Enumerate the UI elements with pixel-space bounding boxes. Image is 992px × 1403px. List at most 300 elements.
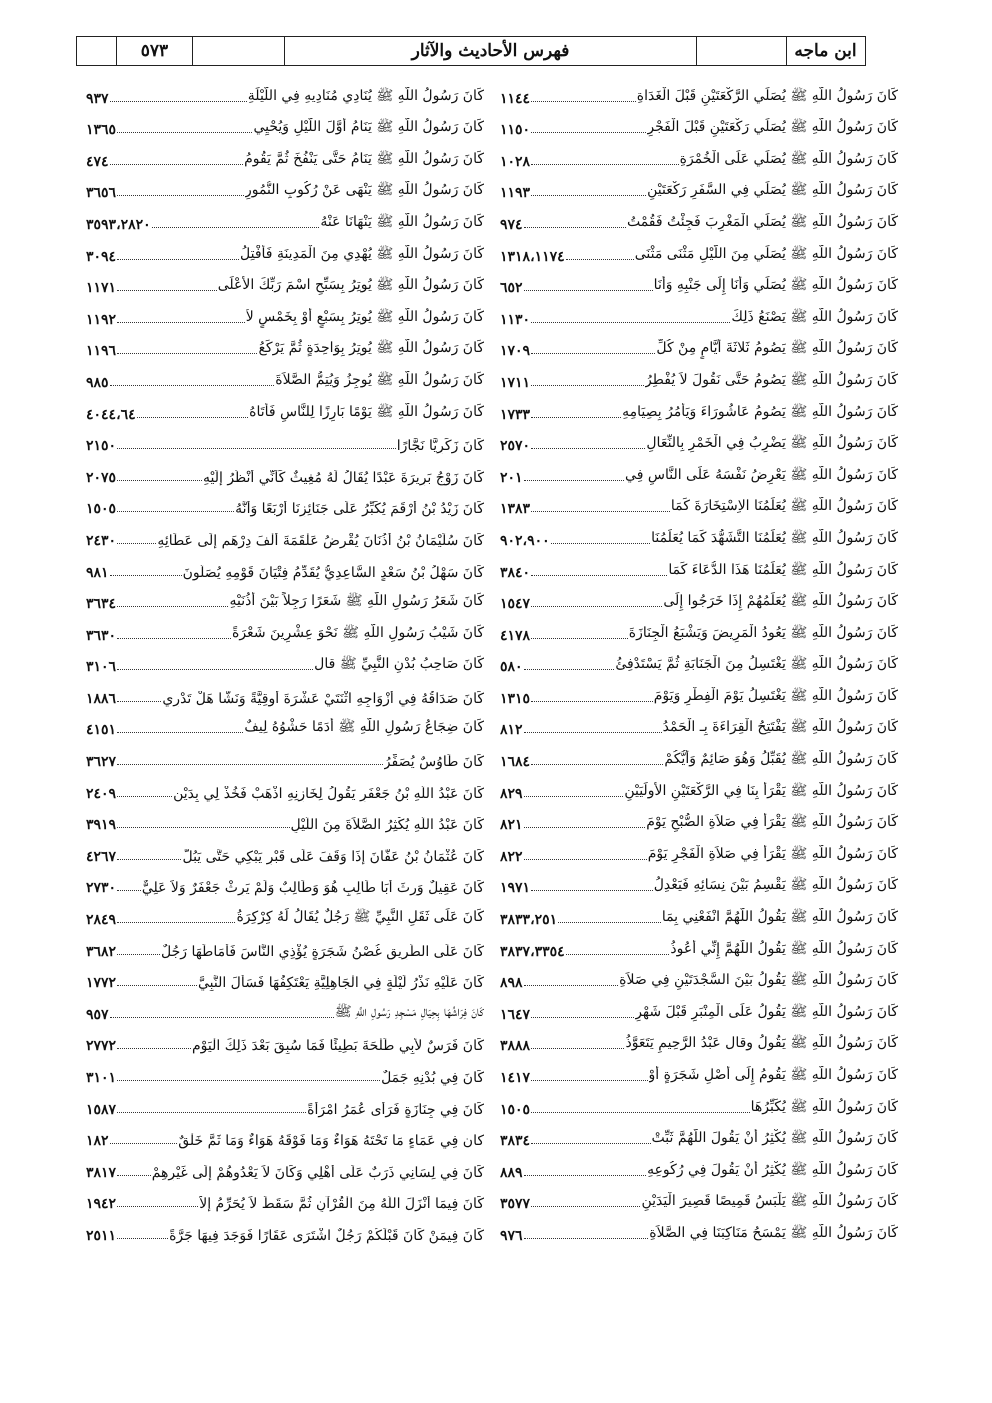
- entry-text: كَانَ عَلَى ثَقَلِ النَّبِيِّ ﷺ رَجُلٌ يُقَالُ لَهُ كِرْكِرَةُ: [236, 909, 484, 926]
- dot-leader: [117, 764, 383, 765]
- entry-text: كَانَ فِي بُدْنِهِ جَمَلٌ: [381, 1070, 484, 1086]
- index-entry: [500, 964, 898, 996]
- entry-reference-numbers: ١٧٣٣: [500, 406, 531, 423]
- book-title: ابن ماجه: [794, 41, 857, 61]
- dot-leader: [117, 448, 396, 449]
- entry-reference-numbers: ٨٢٢: [500, 848, 523, 865]
- entry-text: كَانَ سُلَيْمَانُ بْنُ أُذُنَانَ يُقْرِضُ عَلْقَمَةَ أَلْفَ دِرْهَمٍ إِلَى عَطَائِهِ: [157, 532, 484, 549]
- entry-reference-numbers: ٣٨١٧: [86, 1164, 117, 1181]
- dot-leader: [524, 480, 624, 481]
- entry-text: كَانَ رَسُولُ اللَّهِ ﷺ يَصُومُ حَتَّى نَقُولَ لاَ يُفْطِرُ: [645, 371, 898, 388]
- index-entry: [86, 174, 484, 206]
- index-entry: [86, 1185, 484, 1217]
- entry-text: كَانَ رَسُولُ اللَّهِ ﷺ يَقُولُ عَلَى الْمِنْبَرِ قَبْلَ شَهْرِ: [635, 1003, 898, 1020]
- index-entry: [86, 300, 484, 332]
- index-entry: [500, 427, 898, 459]
- dot-leader: [531, 195, 646, 196]
- entry-text: كَانَ رَسُولُ اللَّهِ ﷺ يُهْدِي مِنَ الْمَدِينَةِ فَأَفْتِلُ: [240, 245, 484, 262]
- dot-leader: [524, 985, 619, 986]
- dot-leader: [117, 638, 231, 639]
- dot-leader: [566, 954, 670, 955]
- header-blank-cell: [77, 37, 117, 65]
- entry-text: كَانَ رَسُولُ اللَّهِ ﷺ يُعَلِّمُنَا التَّشَهُّدَ كَمَا يُعَلِّمُنَا: [651, 529, 898, 546]
- index-entry: [86, 490, 484, 522]
- entry-text: كَانَ عَقِيلٌ وَرِثَ أَبَا طَالِبٍ هُوَ وَطَالِبٌ وَلَمْ يَرِثْ جَعْفَرٌ وَلاَ عَلِيٌّ: [141, 880, 484, 897]
- entry-text: كَانَ فِرَاشُهَا بِحِيَالِ مَسْجِدِ رَسُولِ اللَّهِ ﷺ: [334, 1003, 484, 1020]
- entry-reference-numbers: ١١٧١: [86, 280, 117, 297]
- dot-leader: [117, 1238, 168, 1239]
- index-entry: [500, 521, 898, 553]
- index-entry: [500, 1153, 898, 1185]
- entry-text: كَانَ رَسُولُ اللَّهِ ﷺ يُوتِرُ بِسَبِّحِ اسْمَ رَبِّكَ الأَعْلَى: [217, 277, 484, 294]
- entry-reference-numbers: ٩٨٥: [86, 374, 109, 391]
- index-entry: [500, 142, 898, 174]
- index-entry: [500, 900, 898, 932]
- entry-reference-numbers: ٩٠٢،٩٠٠: [500, 532, 550, 549]
- entry-reference-numbers: ٤١٧٨: [500, 627, 531, 644]
- entry-text: كَانَ رَسُولُ اللَّهِ ﷺ يُكَبِّرُهَا: [750, 1098, 898, 1115]
- entry-reference-numbers: ١٠٢٨: [500, 153, 531, 170]
- entry-text: كَانَ سَهْلُ بْنُ سَعْدٍ السَّاعِدِيُّ يُقَدِّمُ فِتْيَانَ قَوْمِهِ يُصَلُّونَ: [182, 564, 484, 581]
- index-entry: [500, 1122, 898, 1154]
- dot-leader: [110, 101, 247, 102]
- entry-reference-numbers: ١١٤٤: [500, 90, 531, 107]
- entry-text: كَانَ رَسُولُ اللَّهِ ﷺ يُكْثِرُ أَنْ يَقُولَ اللَّهُمَّ ثَبِّتْ: [651, 1130, 898, 1147]
- index-entry: [500, 553, 898, 585]
- index-entry: [500, 679, 898, 711]
- dot-leader: [531, 511, 670, 512]
- entry-reference-numbers: ١١٩٦: [86, 343, 117, 360]
- entry-reference-numbers: ١٥٠٥: [86, 501, 117, 518]
- index-entry: [86, 1058, 484, 1090]
- entry-reference-numbers: ١١٩٢: [86, 311, 117, 328]
- page-number: ٥٧٣: [117, 37, 193, 65]
- dot-leader: [524, 859, 647, 860]
- entry-text: كَانَ رَسُولُ اللَّهِ ﷺ يُصَلِّي رَكْعَتَيْنِ قَبْلَ الْفَجْرِ: [647, 119, 898, 136]
- entry-text: كَانَ زَيْدُ بْنُ أَرْقَمَ يُكَبِّرُ عَلَى جَنَائِزِنَا أَرْبَعًا وَأَنَّهُ: [235, 501, 484, 518]
- entry-reference-numbers: ٨٢٩: [500, 785, 523, 802]
- dot-leader: [531, 385, 644, 386]
- dot-leader: [117, 1112, 306, 1113]
- entry-reference-numbers: ١٨٢: [86, 1133, 109, 1150]
- index-entry: [86, 711, 484, 743]
- entry-reference-numbers: ٨٢١: [500, 817, 523, 834]
- dot-leader: [531, 101, 636, 102]
- entry-text: كَانَ شَعَرُ رَسُولِ اللَّهِ ﷺ شَعَرًا رَجِلاً بَيْنَ أُذُنَيْهِ: [229, 593, 484, 610]
- dot-leader: [531, 1017, 634, 1018]
- entry-text: كَانَ صَدَاقُهُ فِي أَزْوَاجِهِ اثْنَتَيْ عَشْرَةَ أُوقِيَّةً وَنَشًّا هَلْ تَدْرِي: [162, 690, 484, 707]
- entry-reference-numbers: ٤٠٤٤،٦٤: [86, 406, 136, 423]
- entry-reference-numbers: ٣٨٤٠: [500, 564, 531, 581]
- index-entry: [86, 332, 484, 364]
- entry-reference-numbers: ١٣٦٥: [86, 122, 117, 139]
- entry-text: كَانَ رَسُولُ اللَّهِ ﷺ يُصَلِّي الرَّكْعَتَيْنِ قَبْلَ الْغَدَاةِ: [636, 87, 898, 104]
- index-entry: [500, 490, 898, 522]
- dot-leader: [524, 1238, 649, 1239]
- entry-text: كَانَ زَوْجُ بَرِيرَةَ عَبْدًا يُقَالُ لَهُ مُغِيثٌ كَأَنِّي أَنْظُرُ إِلَيْهِ: [202, 469, 484, 486]
- entry-reference-numbers: ٣٩١٩: [86, 817, 117, 834]
- index-entry: [500, 742, 898, 774]
- index-entry: [86, 900, 484, 932]
- entry-reference-numbers: ٢٧٣٠: [86, 880, 117, 897]
- dot-leader: [110, 385, 275, 386]
- dot-leader: [531, 606, 662, 607]
- index-entry: [500, 1216, 898, 1248]
- entry-text: كَانَ رَسُولُ اللَّهِ ﷺ يَقُولُ بَيْنَ السَّجْدَتَيْنِ فِي صَلاَةِ: [619, 972, 898, 989]
- index-entry: [500, 1090, 898, 1122]
- entry-text: كَانَ رَسُولُ اللَّهِ ﷺ يُقَبِّلُ وَهُوَ صَائِمٌ وَأَيُّكُمْ: [664, 751, 898, 768]
- entry-text: كَانَ رَسُولُ اللَّهِ ﷺ يَضْرِبُ فِي الْخَمْرِ بِالنِّعَالِ: [646, 435, 898, 452]
- dot-leader: [551, 543, 650, 544]
- index-entry: [86, 395, 484, 427]
- entry-reference-numbers: ٣٨٣٧،٣٣٥٤: [500, 943, 565, 960]
- entry-text: كان فِي عَمَاءٍ مَا تَحْتَهُ هَوَاءٌ وَمَا فَوْقَهُ هَوَاءٌ وَمَا ثَمَّ خَلْقٌ: [178, 1133, 484, 1150]
- dot-leader: [531, 1143, 650, 1144]
- entry-text: كَانَ ضِجَاعُ رَسُولِ اللَّهِ ﷺ أَدَمًا حَشْوُهُ لِيفٌ: [244, 719, 484, 736]
- entry-text: كَانَ فِيمَنْ كَانَ قَبْلَكُمْ رَجُلٌ اشْتَرَى عَقَارًا فَوَجَدَ فِيهَا جَرَّةً: [169, 1227, 484, 1244]
- entry-text: كَانَ رَسُولُ اللَّهِ ﷺ يُكْثِرُ أَنْ يَقُولَ فِي رُكُوعِهِ: [647, 1161, 898, 1178]
- dot-leader: [531, 1206, 640, 1207]
- entry-text: كَانَ فِي لِسَانِي ذَرَبٌ عَلَى أَهْلِي وَكَانَ لاَ يَعْدُوهُمْ إِلَى غَيْرِهِمْ: [151, 1164, 484, 1181]
- index-entry: [86, 616, 484, 648]
- dot-leader: [117, 796, 172, 797]
- entry-text: كَانَ رَسُولُ اللَّهِ ﷺ يَقْسِمُ بَيْنَ نِسَائِهِ فَيَعْدِلُ: [653, 877, 898, 894]
- entry-reference-numbers: ٣٦٣٤: [86, 596, 117, 613]
- entry-text: كَانَ رَسُولُ اللَّهِ ﷺ يُصَلِّي عَلَى الْخُمْرَةِ: [679, 150, 898, 167]
- entry-text: كَانَ عَلَى الطَّرِيقِ غُصْنُ شَجَرَةٍ يُؤْذِي النَّاسَ فَأَمَاطَهَا رَجُلٌ: [160, 943, 484, 960]
- entry-reference-numbers: ٢٤٠٩: [86, 785, 117, 802]
- dot-leader: [117, 890, 141, 891]
- entry-reference-numbers: ٣٦٥٦: [86, 185, 117, 202]
- entry-text: كَانَ رَسُولُ اللَّهِ ﷺ يَصْنَعُ ذَلِكَ: [731, 308, 898, 325]
- entry-text: كَانَ صَاحِبُ بُدْنِ النَّبِيِّ ﷺ قال: [314, 656, 484, 673]
- entry-reference-numbers: ١٤١٧: [500, 1070, 531, 1086]
- dot-leader: [531, 132, 646, 133]
- dot-leader: [531, 164, 679, 165]
- entry-text: كَانَ فِي جِنَازَةٍ فَرَأَى عُمَرُ امْرَأَةً: [307, 1101, 484, 1118]
- index-entry: [500, 1027, 898, 1059]
- entry-reference-numbers: ١٧١١: [500, 374, 531, 391]
- dot-leader: [524, 227, 626, 228]
- index-entry: [500, 648, 898, 680]
- dot-leader: [117, 543, 156, 544]
- entry-text: كَانَ رَسُولُ اللَّهِ ﷺ يَصُومُ عَاشُورَاءَ وَيَأْمُرُ بِصِيَامِهِ: [622, 403, 898, 420]
- entry-reference-numbers: ٨١٢: [500, 722, 523, 739]
- entry-reference-numbers: ٩٥٧: [86, 1006, 109, 1023]
- index-entry: [500, 458, 898, 490]
- index-entry: [86, 427, 484, 459]
- dot-leader: [117, 195, 244, 196]
- index-entry: [86, 553, 484, 585]
- entry-text: كَانَ رَسُولُ اللَّهِ ﷺ يُصَلِّي وَأَنَا إِلَى جَنْبِهِ وَأَنَا: [653, 277, 898, 294]
- entry-reference-numbers: ١٦٤٧: [500, 1006, 531, 1023]
- index-entry: [500, 111, 898, 143]
- entry-text: كَانَ رَسُولُ اللَّهِ ﷺ يَقُومُ إِلَى أَصْلِ شَجَرَةٍ أَوْ: [648, 1067, 898, 1083]
- dot-leader: [531, 764, 663, 765]
- dot-leader: [531, 353, 655, 354]
- dot-leader: [117, 1175, 151, 1176]
- index-entry: [500, 395, 898, 427]
- entry-reference-numbers: ٣٨٣٤: [500, 1133, 531, 1150]
- index-entry: [86, 932, 484, 964]
- dot-leader: [531, 448, 645, 449]
- dot-leader: [110, 1143, 178, 1144]
- index-entry: [86, 1153, 484, 1185]
- entry-reference-numbers: ٣٦٣٠: [86, 627, 117, 644]
- entry-reference-numbers: ٢٥٧٠: [500, 438, 531, 455]
- entry-text: كَانَ رَسُولُ اللَّهِ ﷺ يَقُولُ اللَّهُمَّ انْفَعْنِي بِمَا: [661, 909, 898, 926]
- entry-reference-numbers: ٦٥٢: [500, 280, 523, 297]
- entry-reference-numbers: ٣٨٨٨: [500, 1038, 531, 1055]
- entry-text: كَانَ رَسُولُ اللَّهِ ﷺ يَوْمًا بَارِزًا لِلنَّاسِ فَأَتَاهُ: [249, 403, 484, 420]
- index-entry: [500, 79, 898, 111]
- dot-leader: [531, 322, 730, 323]
- entry-text: كَانَ شَيْبُ رَسُولِ اللَّهِ ﷺ نَحْوَ عِشْرِينَ شَعْرَةً: [232, 624, 484, 641]
- index-entry: [86, 585, 484, 617]
- index-entry: [86, 237, 484, 269]
- index-entry: [500, 837, 898, 869]
- entry-text: كَانَ رَسُولُ اللَّهِ ﷺ يَقْرَأُ فِي صَلاَةِ الْفَجْرِ يَوْمَ: [647, 845, 898, 862]
- page-header: [76, 36, 866, 66]
- entry-text: كَانَ رَسُولُ اللَّهِ ﷺ يُوجِزُ وَيُتِمُّ الصَّلاَةَ: [275, 371, 484, 388]
- page-title: فهرس الأحاديث والآثار: [285, 37, 697, 65]
- index-entry: [500, 616, 898, 648]
- entry-text: كَانَ رَسُولُ اللَّهِ ﷺ يُصَلِّي الْمَغْرِبَ فَجِئْتُ فَقُمْتُ: [626, 213, 898, 230]
- index-entry: [500, 774, 898, 806]
- index-entry: [86, 1216, 484, 1248]
- index-entry: [500, 995, 898, 1027]
- entry-text: كَانَ رَسُولُ اللَّهِ ﷺ يَصُومُ ثَلاثَةَ أَيَّامٍ مِنْ كُلِّ: [656, 340, 898, 357]
- dot-leader: [531, 417, 621, 418]
- dot-leader: [117, 954, 160, 955]
- entry-text: كَانَ عُثْمَانُ بْنُ عَفَّانَ إِذَا وَقَفَ عَلَى قَبْرٍ يَبْكِي حَتَّى يَبُلَّ: [182, 848, 484, 865]
- entry-reference-numbers: ٩٨١: [86, 564, 109, 581]
- entry-text: كَانَ عَبْدُ اللَّهِ بْنُ جَعْفَرٍ يَقُولُ لِخَازِنِهِ اذْهَبْ فَخُذْ لِي بِدَيْنٍ: [173, 785, 484, 802]
- entry-text: كَانَ رَسُولُ اللَّهِ ﷺ يَقْرَأُ فِي صَلاَةِ الصُّبْحِ يَوْمَ: [646, 814, 898, 831]
- dot-leader: [531, 701, 653, 702]
- entry-reference-numbers: ١١٩٣: [500, 185, 531, 202]
- entry-text: كَانَ رَسُولُ اللَّهِ ﷺ يُوتِرُ بِوَاحِدَةٍ ثُمَّ يَرْكَعُ: [258, 340, 484, 357]
- entry-reference-numbers: ١٣١٨،١١٧٤: [500, 248, 565, 265]
- entry-reference-numbers: ١١٣٠: [500, 311, 531, 328]
- entry-reference-numbers: ١٧٧٢: [86, 975, 117, 992]
- index-entry: [500, 585, 898, 617]
- entry-reference-numbers: ٣٨٣٣،٢٥١: [500, 912, 558, 929]
- index-entry: [86, 458, 484, 490]
- dot-leader: [117, 322, 245, 323]
- entry-text: كَانَ رَسُولُ اللَّهِ ﷺ يَلْبَسُ قَمِيصًا قَصِيرَ الْيَدَيْنِ: [641, 1193, 898, 1210]
- dot-leader: [117, 669, 313, 670]
- dot-leader: [117, 1080, 380, 1081]
- entry-text: كَانَ رَسُولُ اللَّهِ ﷺ يَقُولُ اللَّهُمَّ إِنِّي أَعُوذُ: [670, 940, 898, 957]
- index-entry: [86, 679, 484, 711]
- dot-leader: [117, 132, 252, 133]
- dot-leader: [117, 606, 228, 607]
- entry-reference-numbers: ٢٨٤٩: [86, 912, 117, 929]
- entry-reference-numbers: ٢٧٧٢: [86, 1038, 117, 1055]
- index-entry: [86, 142, 484, 174]
- index-entry: [86, 995, 484, 1027]
- dot-leader: [524, 796, 624, 797]
- entry-text: كَانَ فِيمَا أَنْزَلَ اللَّهُ مِنَ الْقُرْآنِ ثُمَّ سَقَطَ لاَ يُحَرِّمُ إِلاَّ: [199, 1196, 484, 1213]
- index-entry: [500, 711, 898, 743]
- index-entry: [86, 269, 484, 301]
- entry-reference-numbers: ١٣١٥: [500, 690, 531, 707]
- dot-leader: [531, 638, 628, 639]
- entry-reference-numbers: ٤٢٦٧: [86, 848, 117, 865]
- dot-leader: [524, 732, 662, 733]
- dot-leader: [117, 922, 235, 923]
- entry-reference-numbers: ٩٧٦: [500, 1227, 523, 1244]
- entry-text: كَانَ رَسُولُ اللَّهِ ﷺ يَنْهَى عَنْ رُكُوبِ النُّمُورِ: [244, 182, 484, 199]
- dot-leader: [117, 353, 257, 354]
- entry-reference-numbers: ٤٧٤: [86, 153, 109, 170]
- entry-text: كَانَ رَسُولُ اللَّهِ ﷺ يُصَلِّي مِنَ اللَّيْلِ مَثْنَى مَثْنَى: [634, 245, 898, 262]
- entry-reference-numbers: ١٨٨٦: [86, 690, 117, 707]
- index-entry: [500, 237, 898, 269]
- entry-reference-numbers: ٣٥٧٧: [500, 1196, 531, 1213]
- entry-reference-numbers: ١٥٨٧: [86, 1101, 117, 1118]
- index-entry: [500, 269, 898, 301]
- entry-reference-numbers: ٣١٠٦: [86, 659, 117, 676]
- entry-reference-numbers: ١٩٤٢: [86, 1196, 117, 1213]
- index-entry: [86, 742, 484, 774]
- right-column: [500, 79, 898, 1269]
- dot-leader: [110, 575, 182, 576]
- dot-leader: [117, 701, 161, 702]
- entry-text: كَانَ رَسُولُ اللَّهِ ﷺ يُعَلِّمُنَا هَذَا الدُّعَاءَ كَمَا: [668, 561, 898, 578]
- index-entry: [500, 300, 898, 332]
- entry-text: كَانَ عَلَيْهِ نَذْرُ لَيْلَةٍ فِي الْجَاهِلِيَّةِ يَعْتَكِفُهَا فَسَأَلَ النَّبِيَّ: [197, 975, 484, 992]
- dot-leader: [110, 164, 244, 165]
- entry-text: كَانَ زَكَرِيَّا نَجَّارًا: [396, 438, 484, 455]
- entry-text: كَانَ رَسُولُ اللَّهِ ﷺ يَنْهَانَا عَنْهُ: [320, 213, 484, 230]
- header-blank-cell: [193, 37, 285, 65]
- index-columns: [86, 79, 898, 1269]
- index-entry: [86, 806, 484, 838]
- index-entry: [86, 79, 484, 111]
- entry-reference-numbers: ١٣٨٣: [500, 501, 531, 518]
- dot-leader: [117, 1048, 191, 1049]
- index-entry: [500, 806, 898, 838]
- entry-text: كَانَ رَسُولُ اللَّهِ ﷺ يَعْرِضُ نَفْسَهُ عَلَى النَّاسِ فِي: [625, 466, 898, 483]
- index-entry: [86, 869, 484, 901]
- index-entry: [86, 1027, 484, 1059]
- entry-reference-numbers: ١٧٠٩: [500, 343, 531, 360]
- dot-leader: [117, 732, 243, 733]
- index-entry: [500, 174, 898, 206]
- index-entry: [86, 363, 484, 395]
- index-entry: [500, 932, 898, 964]
- entry-text: كَانَ طَاوُسٌ يُصَفِّرُ: [383, 754, 484, 771]
- dot-leader: [524, 669, 615, 670]
- entry-reference-numbers: ١٦٨٤: [500, 754, 531, 771]
- index-entry: [86, 521, 484, 553]
- entry-text: كَانَ رَسُولُ اللَّهِ ﷺ يُنَادِي مُنَادِيهِ فِي اللَّيْلَةِ: [247, 87, 484, 104]
- entry-reference-numbers: ٤١٥١: [86, 722, 117, 739]
- entry-reference-numbers: ٣٥٩٣،٢٨٢٠: [86, 216, 151, 233]
- entry-text: كَانَ رَسُولُ اللَّهِ ﷺ يَغْتَسِلُ يَوْمَ الْفِطْرِ وَيَوْمَ: [653, 687, 898, 704]
- entry-reference-numbers: ١٥٠٥: [500, 1101, 531, 1118]
- entry-text: كَانَ رَسُولُ اللَّهِ ﷺ يَعُودُ الْمَرِيضَ وَيَشْبَعُ الْجِنَازَةَ: [628, 624, 898, 641]
- entry-reference-numbers: ٣١٠١: [86, 1070, 117, 1086]
- dot-leader: [524, 1175, 647, 1176]
- dot-leader: [558, 922, 661, 923]
- entry-reference-numbers: ٢١٥٠: [86, 438, 117, 455]
- entry-text: كَانَ رَسُولُ اللَّهِ ﷺ يَفْتَتِحُ الْقِرَاءَةَ بِـ الْحَمْدُ: [662, 719, 898, 736]
- entry-text: كَانَ رَسُولُ اللَّهِ ﷺ يَغْتَسِلُ مِنَ الْجَنَابَةِ ثُمَّ يَسْتَدْفِئُ: [615, 656, 898, 673]
- entry-text: كَانَ رَسُولُ اللَّهِ ﷺ يُعَلِّمُهُمْ إِذَا خَرَجُوا إِلَى: [663, 593, 898, 610]
- entry-text: كَانَ رَسُولُ اللَّهِ ﷺ يَقْرَأُ بِنَا فِي الرَّكْعَتَيْنِ الأُولَيَيْنِ: [624, 782, 898, 799]
- entry-reference-numbers: ٢٤٣٠: [86, 532, 117, 549]
- dot-leader: [531, 575, 667, 576]
- dot-leader: [117, 290, 217, 291]
- dot-leader: [566, 259, 634, 260]
- dot-leader: [137, 417, 248, 418]
- index-entry: [86, 1122, 484, 1154]
- entry-text: كَانَ رَسُولُ اللَّهِ ﷺ يَنَامُ أَوَّلَ اللَّيْلِ وَيُحْيِي: [253, 119, 484, 136]
- entry-reference-numbers: ٣٠٩٤: [86, 248, 117, 265]
- index-entry: [86, 837, 484, 869]
- index-entry: [86, 205, 484, 237]
- entry-reference-numbers: ٣٦٨٢: [86, 943, 117, 960]
- entry-reference-numbers: ٩٣٧: [86, 90, 109, 107]
- dot-leader: [117, 259, 239, 260]
- dot-leader: [531, 890, 653, 891]
- dot-leader: [117, 511, 234, 512]
- index-entry: [86, 648, 484, 680]
- dot-leader: [524, 827, 646, 828]
- index-entry: [86, 964, 484, 996]
- entry-text: كَانَ رَسُولُ اللَّهِ ﷺ يَقُولُ وقال عَبْدُ الرَّحِيمِ يَتَعَوَّذُ: [625, 1035, 898, 1052]
- entry-text: كَانَ رَسُولُ اللَّهِ ﷺ يُوتِرُ بِسَبْعٍ أَوْ بِخَمْسٍ لاَ: [245, 308, 484, 325]
- entry-reference-numbers: ١١٥٠: [500, 122, 531, 139]
- dot-leader: [531, 1080, 647, 1081]
- dot-leader: [110, 1017, 334, 1018]
- index-entry: [500, 332, 898, 364]
- dot-leader: [152, 227, 320, 228]
- header-blank-cell: [697, 37, 787, 65]
- entry-text: كَانَ رَسُولُ اللَّهِ ﷺ يَمْسَحُ مَنَاكِبَنَا فِي الصَّلاَةِ: [649, 1224, 898, 1241]
- dot-leader: [117, 985, 197, 986]
- index-entry: [86, 111, 484, 143]
- entry-text: كَانَ رَسُولُ اللَّهِ ﷺ يُصَلِّي فِي السَّفَرِ رَكْعَتَيْنِ: [647, 182, 898, 199]
- dot-leader: [117, 859, 181, 860]
- entry-reference-numbers: ٨٩٨: [500, 975, 523, 992]
- entry-text: كَانَ عَبْدُ اللَّهِ يُكْثِرُ الصَّلاَةَ مِنَ اللَّيْلِ: [290, 817, 484, 834]
- entry-reference-numbers: ١٩٧١: [500, 880, 531, 897]
- index-entry: [86, 774, 484, 806]
- index-entry: [500, 363, 898, 395]
- dot-leader: [524, 290, 653, 291]
- dot-leader: [117, 480, 202, 481]
- dot-leader: [531, 1112, 750, 1113]
- entry-reference-numbers: ٢٥١١: [86, 1227, 117, 1244]
- index-entry: [500, 205, 898, 237]
- entry-reference-numbers: ٨٨٩: [500, 1164, 523, 1181]
- entry-reference-numbers: ٢٠٧٥: [86, 469, 117, 486]
- dot-leader: [117, 1206, 198, 1207]
- entry-reference-numbers: ٥٨٠: [500, 659, 523, 676]
- entry-text: كَانَ رَسُولُ اللَّهِ ﷺ يَنَامُ حَتَّى يَنْفُخَ ثُمَّ يَقُومُ: [244, 150, 484, 167]
- entry-text: كَانَ فَرَسٌ لأَبِي طَلْحَةَ بَطِيئًا فَمَا سُبِقَ بَعْدَ ذَلِكَ الْيَوْمِ: [192, 1038, 484, 1055]
- index-entry: [500, 1058, 898, 1090]
- dot-leader: [531, 1048, 624, 1049]
- index-entry: [500, 1185, 898, 1217]
- entry-text: كَانَ رَسُولُ اللَّهِ ﷺ يُعَلِّمُنَا الاِسْتِخَارَةَ كَمَا: [670, 498, 898, 515]
- index-entry: [86, 1090, 484, 1122]
- entry-reference-numbers: ١٥٤٧: [500, 596, 531, 613]
